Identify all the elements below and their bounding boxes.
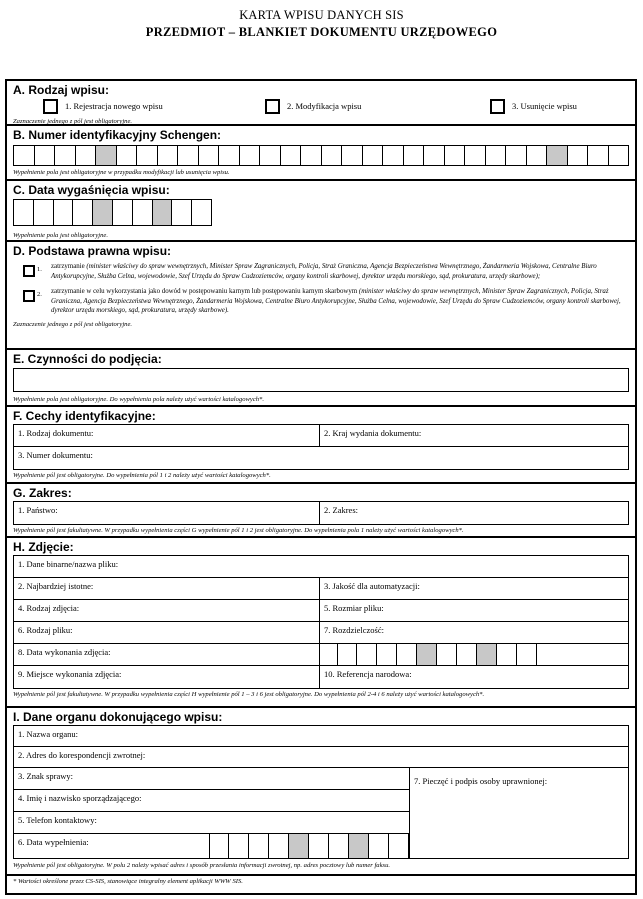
checkbox-modify-entry[interactable] xyxy=(265,99,280,114)
expiry-date-field[interactable] xyxy=(13,199,212,226)
section-f xyxy=(7,407,635,484)
catalog-footnote: * Wartości określone przez CS-SIS, stanowiące integralny element aplikacji WWW SIS. xyxy=(13,878,243,885)
form-title: KARTA WPISU DANYCH SIS xyxy=(239,8,404,22)
section-f-note: Wypełnienie pól jest obligatoryjne. Do wypełnienia pól 1 i 2 należy użyć wartości katalogowych*. xyxy=(13,472,271,479)
section-h-title: H. Zdjęcie: xyxy=(13,540,74,554)
photo-date-field[interactable]: 8. Data wykonania zdjęcia: xyxy=(14,644,320,665)
legal-basis-2-text: zatrzymanie w celu wykorzystania jako dowód w postępowaniu karnym lub postępowaniu karnym skarbowym (minister właściwy do spraw wewnętrznych, Minister Spraw Zagranicznych, Policja, Straż Graniczna, Agencja Bezpieczeństwa Wewnętrznego, Żandarmeria Wojskowa, Centralne Biuro Antykorupcyjne, Służba Celna, wojewodowie, Szef Urzędu do Spraw Cudzoziemców, organy kontroli skarbowej, dyrektor urzędu morskiego, sąd, prokuratura, urzędy skarbowe). xyxy=(51,288,621,315)
case-reference-field[interactable]: 3. Znak sprawy: xyxy=(18,771,74,781)
section-a-title: A. Rodzaj wpisu: xyxy=(13,83,109,97)
photo-national-reference-field[interactable]: 10. Referencja narodowa: xyxy=(324,669,412,679)
contact-phone-field[interactable]: 5. Telefon kontaktowy: xyxy=(18,815,97,825)
scope-country-field[interactable]: 1. Państwo: xyxy=(14,502,320,524)
section-c-note: Wypełnienie pola jest obligatoryjne. xyxy=(13,232,108,239)
section-c xyxy=(7,181,635,242)
section-b xyxy=(7,126,635,181)
photo-most-relevant-field[interactable]: 2. Najbardziej istotne: xyxy=(14,578,320,599)
legal-basis-option-2[interactable]: 2. zatrzymanie w celu wykorzystania jako dowód w postępowaniu karnym lub postępowaniu karnym skarbowym (minister właściwy do spraw wewnętrznych, Minister Spraw Zagranicznych, Policja, Straż Graniczna, Agencja Bezpieczeństwa Wewnętrznego, Żandarmeria Wojskowa, Centralne Biuro Antykorupcyjne, Służba Celna, wojewodowie, Szef Urzędu do Spraw Cudzoziemców, organy kontroli skarbowej, dyrektor urzędu morskiego, sąd, prokuratura, urzędy skarbowe). xyxy=(13,287,629,316)
section-d-title: D. Podstawa prawna wpisu: xyxy=(13,244,172,258)
option-modify-entry[interactable] xyxy=(265,98,490,114)
photo-quality-field[interactable]: 3. Jakość dla automatyzacji: xyxy=(324,581,420,591)
section-d xyxy=(7,242,635,350)
scope-grid xyxy=(13,501,629,525)
photo-file-type-field[interactable]: 6. Rodzaj pliku: xyxy=(14,622,320,643)
section-d-note: Zaznaczenie jednego z pól jest obligatoryjne. xyxy=(13,320,133,328)
schengen-id-field[interactable] xyxy=(13,145,629,166)
option-new-entry[interactable] xyxy=(43,98,265,114)
form-frame xyxy=(5,79,637,895)
section-a xyxy=(7,81,635,126)
authority-name-field[interactable]: 1. Nazwa organu: xyxy=(18,729,79,739)
photo-resolution-field[interactable]: 7. Rozdzielczość: xyxy=(324,625,384,635)
section-e-note: Wypełnienie pola jest obligatoryjne. Do wypełnienia pola należy użyć wartości katalogowych*. xyxy=(13,396,265,403)
section-i xyxy=(7,708,635,876)
option-modify-entry-label: 2. Modyfikacja wpisu xyxy=(287,101,362,111)
section-h xyxy=(7,538,635,708)
preparer-name-field[interactable]: 4. Imię i nazwisko sporządzającego: xyxy=(18,793,142,803)
photo-grid xyxy=(13,555,629,689)
issuer-grid xyxy=(13,725,629,859)
photo-type-field[interactable]: 4. Rodzaj zdjęcia: xyxy=(14,600,320,621)
option-new-entry-label: 1. Rejestracja nowego wpisu xyxy=(65,101,163,111)
photo-size-field[interactable]: 5. Rozmiar pliku: xyxy=(324,603,384,613)
section-c-title: C. Data wygaśnięcia wpisu: xyxy=(13,183,170,197)
checkbox-legal-basis-2[interactable] xyxy=(23,290,35,302)
section-g-note: Wypełnienie pól jest fakultatywne. W przypadku wypełnienia części G wypełnienie pól 1 i 2 jest obligatoryjne. Do wypełnienia pola 1 należy użyć wartości katalogowych*. xyxy=(13,527,464,534)
section-f-title: F. Cechy identyfikacyjne: xyxy=(13,409,156,423)
photo-file-field[interactable]: 1. Dane binarne/nazwa pliku: xyxy=(18,559,119,569)
document-number-field[interactable]: 3. Numer dokumentu: xyxy=(18,450,93,460)
section-e xyxy=(7,350,635,407)
legal-basis-1-text: zatrzymanie (minister właściwy do spraw wewnętrznych, Minister Spraw Zagranicznych, Policja, Straż Graniczna, Agencja Bezpieczeństwa Wewnętrznego, Żandarmeria Wojskowa, Centralne Biuro Antykorupcyjne, Służba Celna, wojewodowie, Szef Urzędu do Spraw Cudzoziemców, organy kontroli skarbowej, dyrektor urzędu morskiego, sąd, prokuratura, urzędy skarbowe); xyxy=(51,263,597,280)
checkbox-new-entry[interactable] xyxy=(43,99,58,114)
section-b-note: Wypełnienie pola jest obligatoryjne w przypadku modyfikacji lub usunięcia wpisu. xyxy=(13,169,230,176)
checkbox-legal-basis-1[interactable] xyxy=(23,265,35,277)
issuing-country-field[interactable]: 2. Kraj wydania dokumentu: xyxy=(324,428,422,438)
section-h-note: Wypełnienie pól jest fakultatywne. W przypadku wypełnienia części H wypełnienie pól 1 – 3 i 6 jest obligatoryjne. Do wypełnienia pól 2-4 i 6 należy użyć wartości katalogowych*. xyxy=(13,691,485,698)
section-g xyxy=(7,484,635,538)
checkbox-delete-entry[interactable] xyxy=(490,99,505,114)
stamp-signature-field[interactable]: 7. Pieczęć i podpis osoby uprawnionej: xyxy=(414,776,548,786)
option-delete-entry-label: 3. Usunięcie wpisu xyxy=(512,101,577,111)
section-a-note: Zaznaczenie jednego z pól jest obligatoryjne. xyxy=(13,118,133,125)
option-delete-entry[interactable] xyxy=(490,98,577,114)
legal-basis-option-1[interactable]: 1. zatrzymanie (minister właściwy do spraw wewnętrznych, Minister Spraw Zagranicznych, Policja, Straż Graniczna, Agencja Bezpieczeństwa Wewnętrznego, Żandarmeria Wojskowa, Centralne Biuro Antykorupcyjne, Służba Celna, wojewodowie, Szef Urzędu do Spraw Cudzoziemców, organy kontroli skarbowej, dyrektor urzędu morskiego, sąd, prokuratura, urzędy skarbowe); xyxy=(13,262,629,281)
section-i-title: I. Dane organu dokonującego wpisu: xyxy=(13,710,223,724)
actions-field[interactable] xyxy=(13,368,629,392)
section-e-title: E. Czynności do podjęcia: xyxy=(13,352,162,366)
document-type-field[interactable]: 1. Rodzaj dokumentu: xyxy=(14,425,320,446)
section-i-note: Wypełnienie pól jest obligatoryjne. W polu 2 należy wpisać adres i sposób przesłania informacji zwrotnej, np. adres pocztowy lub numer faksu. xyxy=(13,862,391,869)
identification-grid xyxy=(13,424,629,470)
fill-date-label: 6. Data wypełnienia: xyxy=(18,837,89,847)
fill-date-boxes[interactable] xyxy=(209,834,409,858)
section-b-title: B. Numer identyfikacyjny Schengen: xyxy=(13,128,222,142)
photo-place-field[interactable]: 9. Miejsce wykonania zdjęcia: xyxy=(14,666,320,688)
photo-date-boxes[interactable] xyxy=(337,644,537,665)
section-g-title: G. Zakres: xyxy=(13,486,72,500)
form-header xyxy=(0,0,643,78)
form-subtitle: PRZEDMIOT – BLANKIET DOKUMENTU URZĘDOWEGO xyxy=(145,25,498,39)
return-address-field[interactable]: 2. Adres do korespondencji zwrotnej: xyxy=(18,750,146,760)
scope-range-field[interactable]: 2. Zakres: xyxy=(324,505,358,515)
